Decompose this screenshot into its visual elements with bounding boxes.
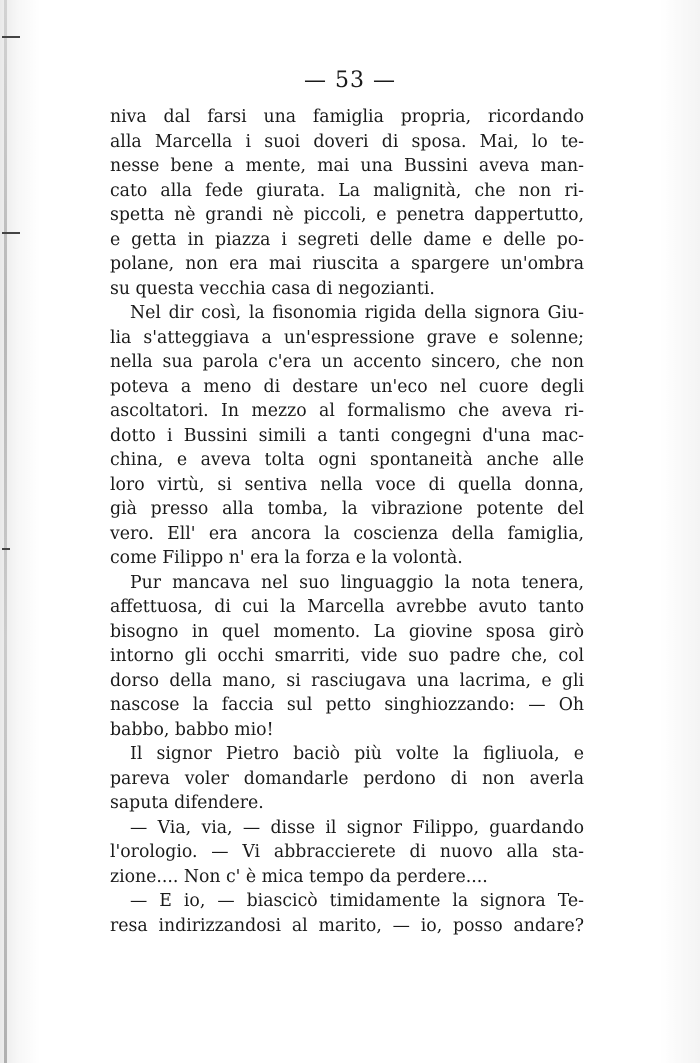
text-line: dorso della mano, si rasciugava una lacrima, e gli bbox=[110, 670, 584, 691]
text-line: niva dal farsi una famiglia propria, ricordando bbox=[110, 107, 584, 127]
text-line: spetta nè grandi nè piccoli, e penetra dappertutto, bbox=[110, 205, 584, 225]
text-line: ascoltatori. In mezzo al formalismo che aveva ri- bbox=[110, 401, 584, 421]
binding-mark bbox=[2, 548, 10, 550]
text-line: Pur mancava nel suo linguaggio la nota tenera, bbox=[130, 572, 584, 593]
page-binding-edge bbox=[4, 0, 7, 1063]
text-line: — E io, — biascicò timidamente la signora Te- bbox=[130, 891, 584, 911]
text-line: dotto i Bussini simili a tanti congegni d'una mac- bbox=[110, 425, 584, 446]
text-line: affettuosa, di cui la Marcella avrebbe avuto tanto bbox=[110, 597, 584, 617]
page-number: — 53 — bbox=[304, 68, 396, 93]
text-line: su questa vecchia casa di negozianti. bbox=[110, 278, 435, 299]
text-line: nascose la faccia sul petto singhiozzando: — Oh bbox=[110, 695, 584, 715]
text-line: l'orologio. — Vi abbraccierete di nuovo alla sta- bbox=[110, 842, 584, 862]
text-line: nella sua parola c'era un accento sincero, che non bbox=[110, 352, 584, 372]
binding-mark bbox=[2, 36, 20, 38]
text-line: zione.... Non c' è mica tempo da perdere.... bbox=[110, 866, 488, 887]
text-line: e getta in piazza i segreti delle dame e delle po- bbox=[110, 229, 584, 250]
text-line: babbo, babbo mio! bbox=[110, 719, 274, 740]
text-line: polane, non era mai riuscita a spargere un'ombra bbox=[110, 254, 584, 274]
text-line: intorno gli occhi smarriti, vide suo padre che, col bbox=[110, 646, 584, 666]
text-line: nesse bene a mente, mai una Bussini aveva man- bbox=[110, 156, 584, 176]
text-line: già presso alla tomba, la vibrazione potente del bbox=[110, 499, 584, 519]
text-line: resa indirizzandosi al marito, — io, posso andare? bbox=[110, 915, 584, 936]
body-text bbox=[110, 105, 584, 938]
text-line: bisogno in quel momento. La giovine sposa girò bbox=[110, 621, 584, 642]
text-line: cato alla fede giurata. La malignità, che non ri- bbox=[110, 180, 584, 201]
text-line: poteva a meno di destare un'eco nel cuore degli bbox=[110, 376, 584, 397]
text-line: lia s'atteggiava a un'espressione grave e solenne; bbox=[110, 327, 584, 348]
text-line: saputa difendere. bbox=[110, 793, 264, 813]
text-line: vero. Ell' era ancora la coscienza della famiglia, bbox=[110, 523, 584, 544]
text-line: come Filippo n' era la forza e la volontà. bbox=[110, 548, 463, 568]
text-line: loro virtù, si sentiva nella voce di quella donna, bbox=[110, 474, 584, 495]
text-line: alla Marcella i suoi doveri di sposa. Mai, lo te- bbox=[110, 131, 584, 152]
text-line: Il signor Pietro baciò più volte la figliuola, e bbox=[130, 744, 584, 764]
text-line: pareva voler domandarle perdono di non averla bbox=[110, 768, 584, 789]
text-line: Nel dir così, la fisonomia rigida della signora Giu- bbox=[130, 303, 584, 323]
text-line: china, e aveva tolta ogni spontaneità anche alle bbox=[110, 450, 584, 470]
binding-mark bbox=[2, 232, 20, 234]
text-line: — Via, via, — disse il signor Filippo, guardando bbox=[130, 817, 584, 838]
